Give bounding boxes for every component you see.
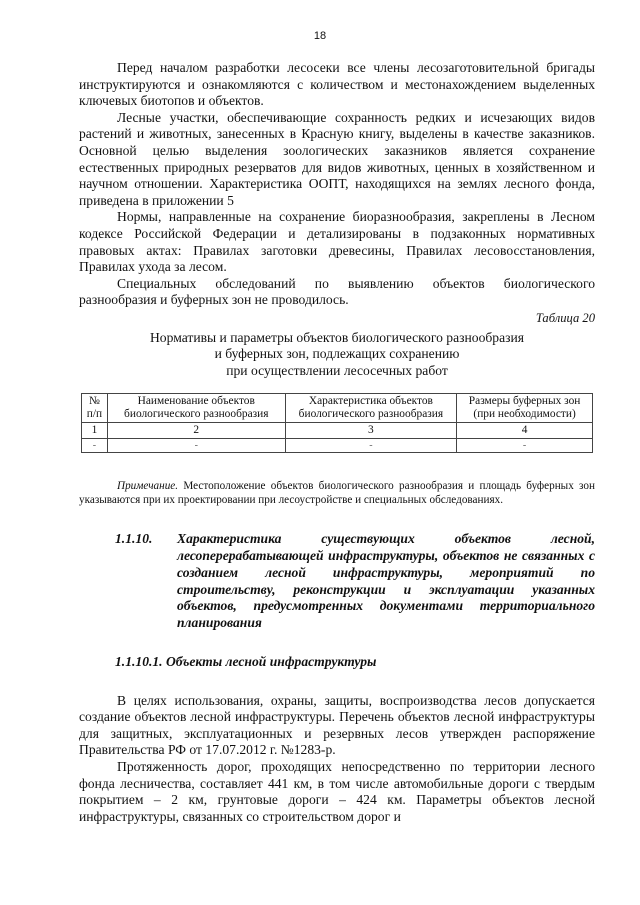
biodiversity-table (81, 393, 593, 453)
table-title-line: и буферных зон, подлежащих сохранению (214, 346, 460, 362)
table-index-row (82, 423, 593, 439)
table-title (79, 330, 595, 380)
table-cell: 4 (457, 423, 593, 439)
paragraph-surveys: Специальных обследований по выявлению объектов биологического разнообразия и буферных зон не проводилось. (79, 275, 595, 308)
table-cell: - (285, 439, 457, 453)
section-title: Характеристика существующих объектов лесной, лесоперерабатывающей инфраструктуры, объектов не связанных с созданием лесной инфраструктуры, мероприятий по строительству, реконструкции и эксплуатации указанных объектов, предусмотренных документами территориального планирования (177, 531, 595, 631)
table-label: Таблица 20 (535, 310, 595, 325)
table-cell: - (82, 439, 108, 453)
paragraph-norms: Нормы, направленные на сохранение биоразнообразия, закреплены в Лесном кодексе Российской Федерации и детализированы в подзаконных нормативных правовых актах: Правилах заготовки древесины, Правилах лесовосстановления, Правилах ухода за лесом. (79, 209, 595, 275)
header-object-name: Наименование объектов биологического разнообразия (107, 394, 285, 423)
document-body (79, 60, 595, 825)
header-number: № п/п (82, 394, 108, 423)
table-note (79, 479, 595, 507)
table-row (82, 439, 593, 453)
table-header-row (82, 394, 593, 423)
table-title-line: Нормативы и параметры объектов биологического разнообразия (149, 329, 525, 345)
table-cell: - (457, 439, 593, 453)
note-label: Примечание. (117, 480, 179, 493)
page-number: 18 (313, 30, 327, 42)
table-cell: 2 (107, 423, 285, 439)
paragraph-briefing: Перед началом разработки лесосеки все члены лесозаготовительной бригады инструктируются и ознакомляются с количеством и местонахождением выделенных ключевых биотопов и объектов. (79, 60, 595, 109)
note-text: Местоположение объектов биологического разнообразия и площадь буферных зон указываются при их проектировании при лесоустройстве и специальных обследованиях. (79, 480, 595, 507)
paragraph-infrastructure: В целях использования, охраны, защиты, воспроизводства лесов допускается создание объектов лесной инфраструктуры. Перечень объектов лесной инфраструктуры для защитных, эксплуатационных и резервных лесов утвержден распоряжение Правительства РФ от 17.07.2012 г. №1283-р. (79, 692, 595, 758)
table-title-line: при осуществлении лесосечных работ (226, 362, 448, 378)
paragraph-roads: Протяженность дорог, проходящих непосредственно по территории лесного фонда лесничества, составляет 441 км, в том числе автомобильные дороги с твердым покрытием – 2 км, грунтовые дороги – 424 км. Параметры объектов лесной инфраструктуры, связанных со строительством дорог и (79, 759, 595, 824)
subsection-heading: 1.1.10.1. Объекты лесной инфраструктуры (115, 654, 377, 670)
table-cell: - (107, 439, 285, 453)
header-object-characteristics: Характеристика объектов биологического разнообразия (285, 394, 457, 423)
section-heading (79, 531, 595, 632)
header-buffer-zone-size: Размеры буферных зон (при необходимости) (457, 394, 593, 423)
paragraph-reserves: Лесные участки, обеспечивающие сохранность редких и исчезающих видов растений и животных, занесенных в Красную книгу, выделены в качестве заказников. Основной целью выделения зоологических заказников является сохранение естественных природных резерватов для видов животных, ценных в хозяйственном и научном отношении. Характеристика ООПТ, находящихся на землях лесного фонда, приведена в приложении 5 (79, 109, 595, 208)
section-number: 1.1.10. (115, 531, 153, 547)
table-cell: 3 (285, 423, 457, 439)
table-cell: 1 (82, 423, 108, 439)
section-body (79, 693, 595, 826)
